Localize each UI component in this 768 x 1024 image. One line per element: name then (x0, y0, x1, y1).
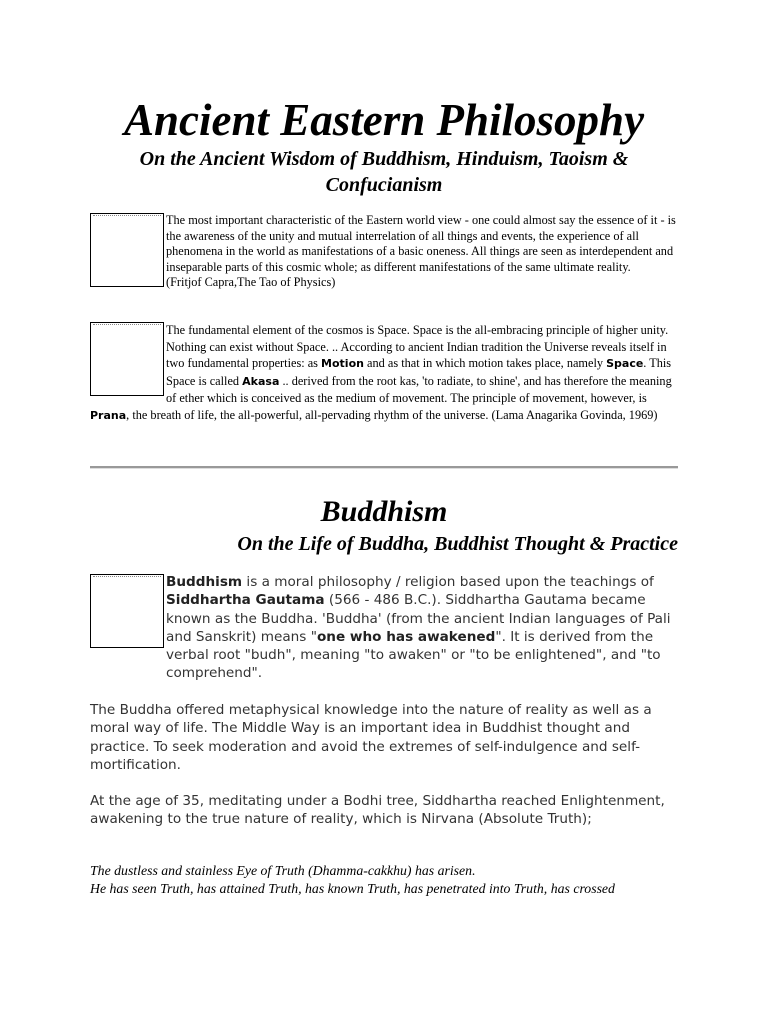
capra-quote-text: The most important characteristic of the Eastern world view - one could almost say the essence of it - is the awareness of the unity and mutual interrelation of all things and events, the experience of all phenomena in the world as manifestations of a basic oneness. All things are seen as interdependent and inseparable parts of this cosmic whole; as different manifestations of the same ultimate reality. (166, 213, 676, 274)
page-title: Ancient Eastern Philosophy (123, 95, 645, 145)
dhamma-quote (90, 862, 690, 898)
body-text: ". It is derived from the verbal root "budh", meaning "to awaken" or "to be enlightened", and "to comprehend". (166, 628, 661, 682)
section-subheading-buddhism: On the Life of Buddha, Buddhist Thought & Practice (237, 533, 678, 555)
govinda-text: .. derived from the root kas, 'to radiate, to shine', and has therefore the meaning of ether which is conceived as the medium of movement. The principle of movement, however, is (166, 373, 672, 405)
dhamma-quote-line-2: He has seen Truth, has attained Truth, has known Truth, has penetrated into Truth, has crossed (90, 881, 615, 896)
term-prana: Prana (90, 408, 127, 422)
govinda-text: , the breath of life, the all-powerful, all-pervading rhythm of the universe. (Lama Anagarika Govinda, 1969) (126, 407, 658, 422)
section-heading-buddhism: Buddhism (320, 495, 448, 528)
term-motion: Motion (321, 357, 364, 370)
govinda-text: and as that in which motion takes place, namely (363, 356, 607, 370)
section-divider (90, 466, 678, 469)
term-space: Space (606, 357, 644, 370)
capra-quote (90, 213, 680, 291)
body-text: is a moral philosophy / religion based upon the teachings of (242, 574, 654, 590)
term-siddhartha: Siddhartha Gautama (166, 592, 325, 609)
buddhism-paragraph-1 (90, 573, 680, 683)
buddhism-paragraph-3: At the age of 35, meditating under a Bodhi tree, Siddhartha reached Enlightenment, awakening to the true nature of reality, which is Nirvana (Absolute Truth); (90, 793, 665, 828)
govinda-text: . This Space is called (166, 356, 672, 388)
body-text: (566 - 486 B.C.). Siddhartha Gautama became known as the Buddha. 'Buddha' (from the ancient Indian languages of Pali and Sanskrit) means " (166, 592, 671, 645)
govinda-quote (90, 322, 680, 424)
dhamma-quote-line-1: The dustless and stainless Eye of Truth (Dhamma-cakkhu) has arisen. (90, 863, 476, 878)
term-awakened: one who has awakened (316, 628, 496, 645)
term-akasa: Akasa (242, 374, 280, 388)
govinda-text: The fundamental element of the cosmos is Space. Space is the all-embracing principle of higher unity. Nothing can exist without Space. .. According to ancient Indian tradition the Universe reveals itself in two fundamental properties: as (166, 323, 669, 370)
buddhism-paragraph-2: The Buddha offered metaphysical knowledge into the nature of reality as well as a moral way of life. The Middle Way is an important idea in Buddhist thought and practice. To seek moderation and avoid the extremes of self-indulgence and self-mortification. (90, 702, 652, 773)
term-buddhism: Buddhism (166, 574, 243, 590)
capra-quote-source: (Fritjof Capra,The Tao of Physics) (166, 275, 336, 290)
page-subtitle: On the Ancient Wisdom of Buddhism, Hinduism, Taoism & Confucianism (139, 148, 629, 196)
